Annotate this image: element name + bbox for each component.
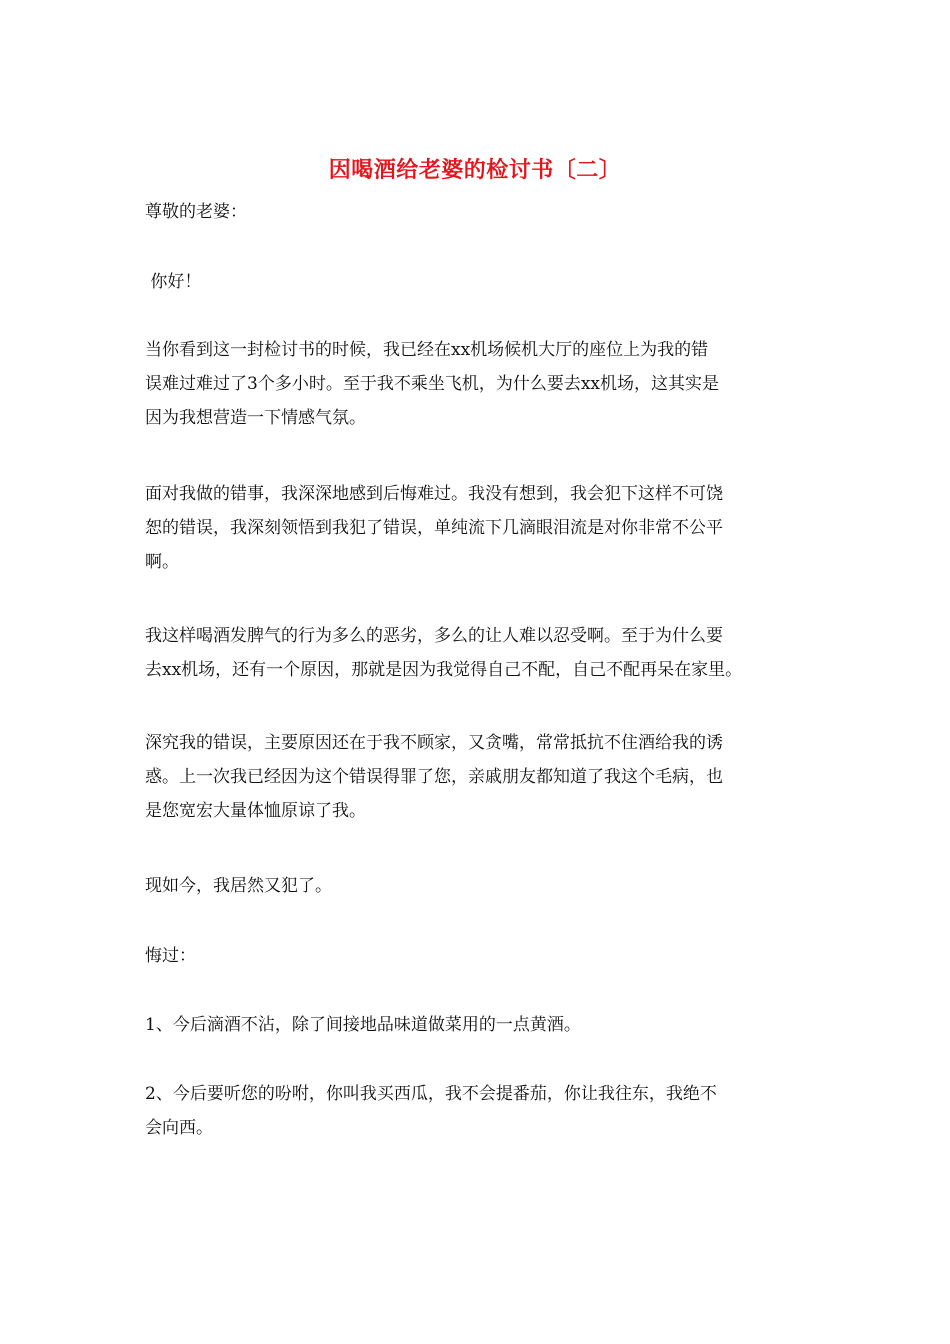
paragraph-line: 因为我想营造一下情感气氛。 <box>145 408 366 428</box>
paragraph-line: 悔过： <box>145 946 196 966</box>
greeting-text <box>145 265 810 299</box>
greeting <box>145 265 810 299</box>
list-item <box>145 1077 810 1145</box>
paragraph-line: 啊。 <box>145 552 179 572</box>
paragraph-line: 去xx机场，还有一个原因，那就是因为我觉得自己不配，自己不配再呆在家里。 <box>145 660 743 680</box>
list-item-line: 1、今后滴酒不沾，除了间接地品味道做菜用的一点黄酒。 <box>145 1015 581 1035</box>
list-item <box>145 1008 810 1042</box>
paragraph-line: 是您宽宏大量体恤原谅了我。 <box>145 801 366 821</box>
paragraph <box>145 726 810 828</box>
paragraph-line: 现如今，我居然又犯了。 <box>145 876 332 896</box>
paragraph-line: 深究我的错误，主要原因还在于我不顾家，又贪嘴，常常抵抗不住酒给我的诱 <box>145 733 723 753</box>
paragraph <box>145 939 810 973</box>
document-title: 因喝酒给老婆的检讨书〔二〕 <box>328 157 622 183</box>
paragraph <box>145 619 810 687</box>
list-item-line: 2、今后要听您的吩咐，你叫我买西瓜，我不会提番茄，你让我往东，我绝不 <box>145 1084 717 1104</box>
paragraph <box>145 333 810 435</box>
paragraph-line: 当你看到这一封检讨书的时候，我已经在xx机场候机大厅的座位上为我的错 <box>145 340 709 360</box>
greeting-label: 你好！ <box>150 272 202 292</box>
paragraph-line: 我这样喝酒发脾气的行为多么的恶劣，多么的让人难以忍受啊。至于为什么要 <box>145 626 723 646</box>
paragraph-line: 误难过难过了3个多小时。至于我不乘坐飞机，为什么要去xx机场，这其实是 <box>145 374 719 394</box>
paragraph-line: 恕的错误，我深刻领悟到我犯了错误，单纯流下几滴眼泪流是对你非常不公平 <box>145 518 723 538</box>
list-item-line: 会向西。 <box>145 1118 213 1138</box>
paragraph <box>145 869 810 903</box>
salutation: 尊敬的老婆： <box>145 202 247 222</box>
paragraph <box>145 477 810 579</box>
paragraph-line: 面对我做的错事，我深深地感到后悔难过。我没有想到，我会犯下这样不可饶 <box>145 484 723 504</box>
paragraph-line: 惑。上一次我已经因为这个错误得罪了您，亲戚朋友都知道了我这个毛病，也 <box>145 767 723 787</box>
